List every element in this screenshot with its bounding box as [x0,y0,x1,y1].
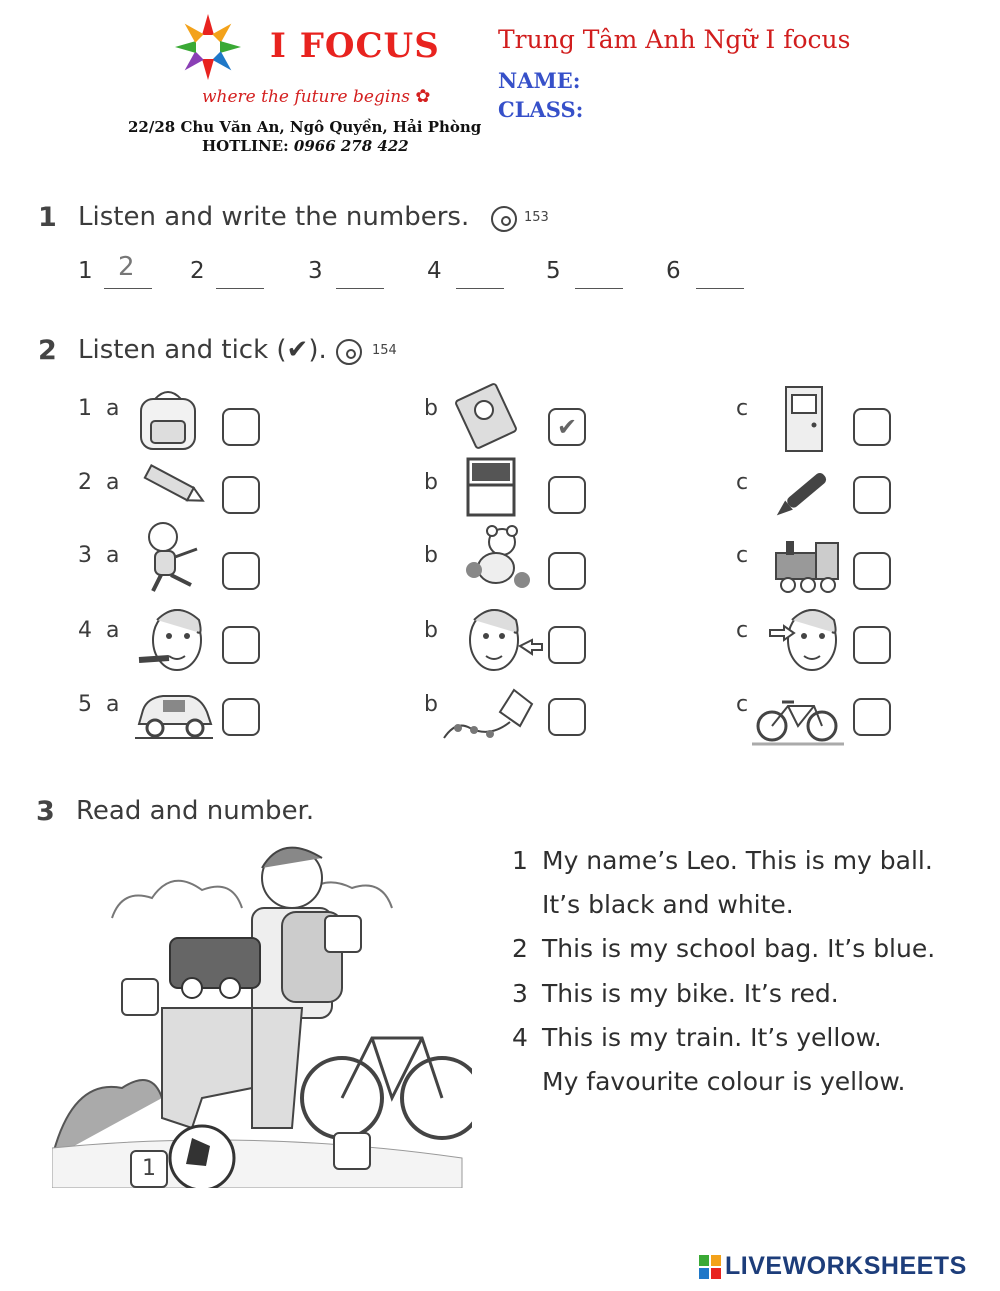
s1-blank-5[interactable] [575,288,623,289]
tick-box-3c[interactable] [853,552,891,590]
car-icon [133,686,215,744]
hotline: HOTLINE: 0966 278 422 [202,137,409,155]
tick-box-3a[interactable] [222,552,260,590]
pencil-icon [140,460,210,515]
audio-cd-icon[interactable] [336,339,362,365]
section-3-title: Read and number. [76,796,315,826]
option-letter: b [424,396,438,421]
row-number: 5 [78,692,92,717]
section-1-number: 1 [38,202,57,233]
audio-cd-icon[interactable] [491,206,517,232]
sentence-line: My name’s Leo. This is my ball. [542,846,933,875]
tick-box-1b[interactable] [548,408,586,446]
option-letter: a [106,618,120,643]
class-input[interactable] [590,95,874,123]
option-letter: b [424,470,438,495]
sentence-number: 2 [512,934,528,963]
eye-icon [768,602,848,684]
option-letter: c [736,618,749,643]
sentence-line: This is my school bag. It’s blue. [542,934,936,963]
tick-box-5c[interactable] [853,698,891,736]
sentence-line: My favourite colour is yellow. [542,1067,906,1096]
option-letter: a [106,396,120,421]
sentence-number: 1 [512,846,528,875]
logo-title: I FOCUS [270,26,440,66]
option-letter: c [736,396,749,421]
tagline: where the future begins ✿ [202,86,431,107]
boy-with-toys-illustration [52,828,472,1188]
s1-blank-4[interactable] [456,288,504,289]
s1-item-number: 4 [427,258,442,284]
option-letter: b [424,692,438,717]
window-icon [462,455,522,520]
tick-box-4c[interactable] [853,626,891,664]
s1-item-number: 2 [190,258,205,284]
sentence-line: This is my bike. It’s red. [542,979,839,1008]
option-letter: a [106,543,120,568]
sentence-line: This is my train. It’s yellow. [542,1023,882,1052]
section-1-title: Listen and write the numbers. [78,202,470,232]
liveworksheets-logo-icon [698,1254,722,1280]
tick-box-2a[interactable] [222,476,260,514]
option-letter: b [424,618,438,643]
s1-blank-2[interactable] [216,288,264,289]
option-letter: a [106,470,120,495]
mouth-icon [133,602,213,684]
row-number: 4 [78,618,92,643]
center-name: Trung Tâm Anh Ngữ I focus [498,25,851,54]
kite-icon [440,688,536,748]
tick-box-1c[interactable] [853,408,891,446]
track-number: 154 [372,343,397,358]
s1-blank-6[interactable] [696,288,744,289]
option-letter: a [106,692,120,717]
backpack-icon [133,385,203,455]
s1-item-number: 3 [308,258,323,284]
number-box-train[interactable] [121,978,159,1016]
class-label: CLASS: [498,97,584,122]
sentence-line: It’s black and white. [542,890,794,919]
ear-icon [458,602,544,684]
tick-box-2b[interactable] [548,476,586,514]
section-3-number: 3 [36,796,55,827]
clover-icon: ✿ [415,86,431,107]
option-letter: c [736,470,749,495]
s1-blank [104,288,152,289]
s1-item-number: 6 [666,258,681,284]
name-label: NAME: [498,68,581,93]
name-input[interactable] [590,66,874,94]
s1-item-number: 1 [78,258,93,284]
door-icon [780,385,830,455]
address: 22/28 Chu Văn An, Ngô Quyền, Hải Phòng [128,118,482,136]
option-letter: b [424,543,438,568]
tick-box-5a[interactable] [222,698,260,736]
s1-answer-1[interactable]: 2 [118,252,135,282]
row-number: 2 [78,470,92,495]
tick-box-4a[interactable] [222,626,260,664]
row-number: 3 [78,543,92,568]
row-number: 1 [78,396,92,421]
option-letter: c [736,543,749,568]
i-focus-logo-icon [172,12,244,82]
s1-blank-3[interactable] [336,288,384,289]
option-letter: c [736,692,749,717]
sentence-number: 4 [512,1023,528,1052]
section-2-title: Listen and tick (✔). [78,335,327,365]
book-icon [454,380,524,450]
tick-mark-icon: ✔ [556,413,578,441]
number-box-bag[interactable] [324,915,362,953]
tick-box-3b[interactable] [548,552,586,590]
doll-icon [133,515,213,595]
number-box-ball[interactable]: 1 [130,1150,168,1188]
tick-box-2c[interactable] [853,476,891,514]
tick-box-1a[interactable] [222,408,260,446]
bike-icon [752,692,844,752]
sentence-number: 3 [512,979,528,1008]
section-2-number: 2 [38,335,57,366]
teddy-bear-icon [460,522,535,592]
tick-box-4b[interactable] [548,626,586,664]
s1-item-number: 5 [546,258,561,284]
number-box-bike[interactable] [333,1132,371,1170]
track-number: 153 [524,210,549,225]
liveworksheets-brand: LIVEWORKSHEETS [725,1252,967,1280]
pen-icon [765,458,845,528]
train-icon [772,535,844,595]
tick-box-5b[interactable] [548,698,586,736]
